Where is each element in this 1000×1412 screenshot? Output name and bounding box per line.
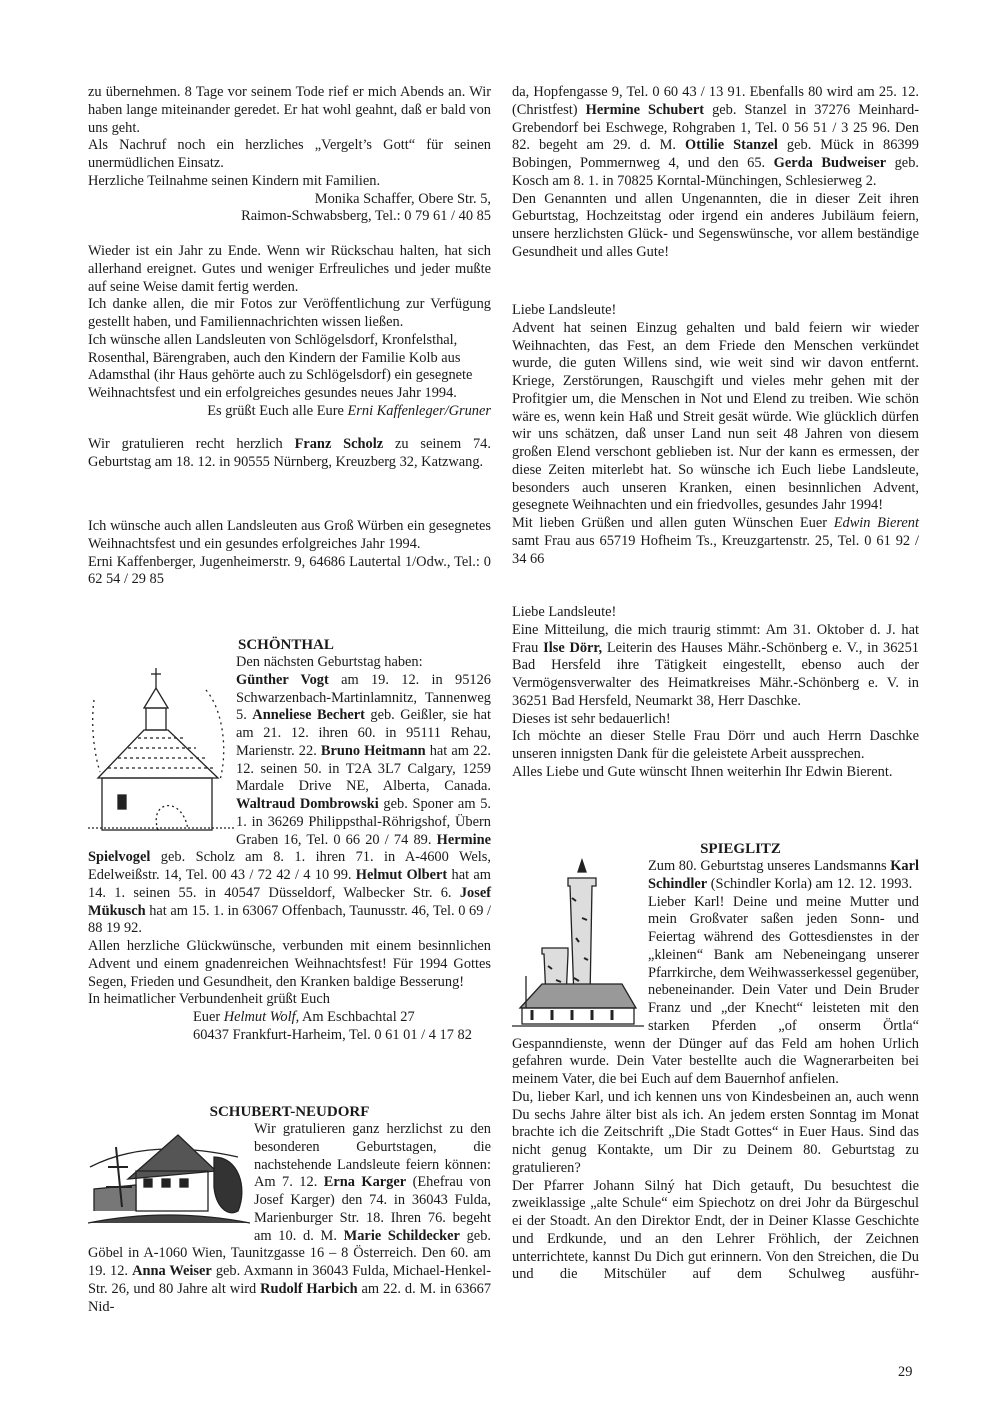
paragraph-text — [88, 332, 472, 401]
paragraph — [512, 622, 919, 711]
signature-name: Edwin Bierent — [833, 515, 919, 531]
section-heading: SPIEGLITZ — [700, 841, 781, 857]
text-run: Wieder ist ein Jahr zu Ende. Wenn wir Rückschau halten, hat sich allerhand ereignet. Gutes und weniger Erfreuliches und jeder mußte auf seine Weise damit fertig werden. — [88, 243, 491, 295]
text-run: Herzliche Teilnahme seinen Kindern mit Familien. — [88, 172, 381, 189]
year-end-section — [88, 243, 491, 421]
text-run: Der Pfarrer Johann Silný hat Dich getauft, Du besuchtest die zweiklassige „alte Schule“ eim Spiechotz on drei Johr da Bürgeschul ei der Stoadt. An den Direktor Endt, der in Deiner Klasse Geschichte und Erdkunde, und an den Lehrer Fröhlich, der Zeichnen unterrichtete, kannst Du Dich gut erinnern. Von den Streichen, die Du und die Mitschüler auf dem Schulweg ausführ- — [512, 1177, 919, 1283]
person-name: Günther Vogt — [236, 671, 329, 688]
person-name: Hermine Schubert — [585, 101, 705, 118]
person-name: Anneliese Bechert — [252, 707, 365, 724]
scholz-section — [88, 436, 491, 472]
signature-line: Monika Schaffer, Obere Str. 5, — [314, 190, 491, 207]
text-run: Wir gratulieren recht herzlich — [88, 436, 295, 452]
text-run: In heimatlicher Verbundenheit grüßt Euch — [88, 991, 330, 1008]
text-run: Dieses ist sehr bedauerlich! — [512, 710, 671, 727]
paragraph — [88, 137, 491, 173]
person-name: Hermine Spielvogel — [88, 831, 491, 866]
signature-name: Erni Kaffenleger/Gruner — [347, 402, 491, 419]
text-run: am 19. 12. in 95126 Schwarzenbach-Martinlamnitz, Tannenweg 5. — [236, 671, 491, 724]
text-run: geb. Scholz am 8. 1. ihren 71. in A-4600 Wels, Edelweißstr. 14, Tel. 00 43 / 72 42 / 4 10 99. — [88, 849, 491, 883]
paragraph — [88, 436, 491, 472]
text-run: Den Genannten und allen Ungenannten, die in dieser Zeit ihren Geburtstag, Hochzeitstag oder irgend ein anderes Jubiläum feiern, unsere herzlichsten Glück- und Segenswünsche, vor allem beständige Gesundheit und alles Gute! — [512, 190, 919, 260]
paragraph — [88, 296, 491, 332]
paragraph — [512, 711, 919, 729]
text-run: Ich möchte an dieser Stelle Frau Dörr und auch Herrn Daschke unseren innigsten Dank für die geleistete Arbeit aussprechen. — [512, 728, 919, 762]
text-run: geb. Göbel in A-1060 Wien, Taunitzgasse 16 – 8 Österreich. Den 60. am 19. 12. — [88, 1227, 491, 1279]
schubert-neudorf-section — [88, 1103, 491, 1316]
text-run: Als Nachruf noch ein herzliches „Vergelt’s Gott“ für seinen unermüdlichen Einsatz. — [88, 137, 491, 171]
paragraph — [88, 331, 491, 419]
text-run: da, Hopfengasse 9, Tel. 0 60 43 / 13 91. Ebenfalls 80 wird am 25. 12. (Christfest) — [512, 84, 919, 118]
text-run: hat am 22. 12. seinen 50. in T2A 3L7 Calgary, 1259 Mardale Drive NE, Alberta, Canada. — [236, 742, 491, 795]
text-run: hat am 14. 1. seinen 55. in 40547 Düsseldorf, Walbecker Str. 6. — [88, 867, 491, 901]
paragraph — [88, 173, 491, 191]
text-run: zu übernehmen. 8 Tage vor seinem Tode rief er mich Abends an. Wir haben lange miteinander geredet. Er hat wohl geahnt, daß er bald von uns geht. — [88, 84, 491, 136]
text-run: geb. Mück in 86399 Bobingen, Pommernweg 4, und den 65. — [512, 137, 919, 171]
farmhouse-illustration — [88, 1127, 250, 1231]
paragraph — [512, 1178, 919, 1285]
text-run: Ich wünsche auch allen Landsleuten aus Groß Würben ein gesegnetes Weihnachtsfest und ein gesundes erfolgreiches Jahr 1994. — [88, 518, 491, 552]
text-run: Den nächsten Geburtstag haben: — [236, 654, 423, 670]
text-run: Zum 80. Geburtstag unseres Landsmanns — [648, 858, 891, 874]
text-run: Liebe Landsleute! — [512, 302, 617, 318]
text-run: geb. Geißler, sie hat am 21. 12. ihren 60. in 95111 Rehau, Marienstr. 22. — [236, 707, 492, 759]
text-run: Ich danke allen, die mir Fotos zur Veröffentlichung zur Verfügung gestellt haben, und Familiennachrichten wissen ließen. — [88, 296, 491, 330]
signature-line — [88, 1027, 491, 1045]
person-name: Rudolf Harbich — [260, 1280, 358, 1297]
person-name: Waltraud Dombrowski — [236, 796, 379, 812]
text-run: Ich wünsche allen Landsleuten von Schlögelsdorf, Kronfelsthal, Rosenthal, Bärengraben, auch den Kindern der Familie Kolb aus Adamsthal (ihr Haus gehörte auch zu Schlögelsdorf) ein gesegnete Weihnachtsfest und ein erfolgreiches gesundes neues Jahr 1994. — [88, 331, 473, 401]
paragraph — [88, 991, 491, 1009]
advent-letter — [512, 302, 919, 568]
salutation — [512, 604, 919, 622]
signature-line — [88, 1009, 491, 1027]
person-name: Erna Karger — [323, 1174, 407, 1191]
person-name: Gerda Budweiser — [773, 155, 887, 171]
text-run: Eine Mitteilung, die mich traurig stimmt: Am 31. Oktober d. J. hat Frau — [512, 621, 919, 656]
text-run: zu seinem 74. Geburtstag am 18. 12. in 90555 Nürnberg, Kreuzberg 32, Katzwang. — [88, 436, 491, 470]
birthday-list — [512, 84, 919, 191]
person-name: Ilse Dörr, — [543, 639, 603, 656]
paragraph — [512, 1089, 919, 1178]
text-run: geb. Stanzel in 37276 Meinhard-Grebendorf bei Eschwege, Rohgraben 1, Tel. 0 56 51 / 3 25 96. Den 82. begeht am 29. d. M. — [512, 101, 919, 154]
person-name: Franz Scholz — [294, 436, 384, 452]
text-run: samt Frau aus 65719 Hofheim Ts., Kreuzgartenstr. 25, Tel. 0 61 92 / 34 66 — [512, 532, 919, 567]
text-run: Liebe Landsleute! — [512, 604, 617, 620]
text-run: Allen herzliche Glückwünsche, verbunden mit einem besinnlichen Advent und einem gnadenreichen Weihnachtsfest! Für 1994 Gottes Segen, Frieden und Gesundheit, den Kranken baldige Besserung! — [88, 938, 491, 990]
schubert-neudorf-continued — [512, 84, 919, 262]
paragraph — [512, 728, 919, 764]
obituary-section — [88, 84, 491, 226]
text-run: Euer — [193, 1009, 224, 1025]
notice-letter — [512, 604, 919, 782]
text-run: Mit lieben Grüßen und allen guten Wünschen Euer — [512, 515, 834, 531]
paragraph — [88, 84, 491, 137]
text-run: Advent hat seinen Einzug gehalten und bald feiern wir wieder Weihnachten, das Fest, an dem Friede den Menschen verkündet wurde, die guten Willens sind, wie weit sind wir davon entfernt. Kriege, Zerstörungen, Rauschgift und vieles mehr gehen mit der Profitgier um, die Menschen in Not und Elend zu treiben. Wie schön wäre es, wenn kein Haß und Streit gesät würde. Wie glücklich dürfen wir uns schätzen, daß unser Land nun seit 48 Jahren von diesem großen Elend verschont geblieben ist. Nur der kann es ermessen, der diese Zeiten miterlebt hat. So wünsche ich Euch liebe Landsleute, besonders auch unseren Kranken, einen besinnlichen Advent, gesegnete Weihnachten und ein friedvolles, gesundes Jahr 1994! — [512, 319, 919, 514]
salutation — [512, 302, 919, 320]
text-run: geb. Sponer am 5. 1. in 36269 Philippsthal-Röhrigshof, Übern Graben 16, Tel. 0 66 20 / 74 89. — [236, 796, 491, 848]
text-run: Erni Kaffenberger, Jugenheimerstr. 9, 64686 Lautertal 1/Odw., Tel.: 0 62 54 / 29 85 — [88, 553, 491, 588]
person-name: Marie Schildecker — [343, 1227, 460, 1244]
text-run: Alles Liebe und Gute wünscht Ihnen weiterhin Ihr Edwin Bierent. — [512, 763, 893, 780]
tower-illustration — [512, 858, 644, 1030]
chapel-illustration — [88, 660, 236, 836]
person-name: Josef Mükusch — [88, 884, 491, 919]
person-name: Karl Schindler — [648, 858, 919, 892]
spieglitz-section — [512, 840, 919, 1284]
person-name: Ottilie Stanzel — [685, 137, 778, 154]
person-name: Bruno Heitmann — [320, 742, 426, 759]
paragraph — [88, 938, 491, 991]
text-run: geb. Kosch am 8. 1. in 70825 Korntal-Münchingen, Schlesierweg 2. — [512, 155, 919, 189]
text-run: 60437 Frankfurt-Harheim, Tel. 0 61 01 / 4 17 82 — [193, 1026, 472, 1043]
paragraph — [88, 554, 491, 590]
text-run: Es grüßt Euch alle Eure — [207, 402, 348, 419]
section-heading: SCHUBERT-NEUDORF — [209, 1104, 370, 1120]
text-run: Wir gratulieren ganz herzlichst zu den besonderen Geburtstagen, die nachstehende Landsleute feiern können: Am 7. 12. — [254, 1121, 491, 1191]
text-run: Lieber Karl! Deine und meine Mutter und mein Großvater saßen jeden Sonn- und Feiertag während des Gottesdienstes in der „kleinen“ Bank am Nebeneingang unserer Pfarrkirche, dem Weihwasserkessel gegenüber, nebeneinander. Dein Vater und Dein Bruder Franz und „der Knecht“ leisteten mit den starken Pferden „of onserm Örtla“ Gespanndienste, wenn der Dünger auf das Feld am hohen Urlich gefahren wurde. Dein Vater bestellte auch die Wagnerarbeiten bei meinem Vater, die bei Euch auf dem Bauernhof anfielen. — [512, 893, 919, 1087]
signature-name: Helmut Wolf, — [223, 1009, 300, 1025]
paragraph — [88, 518, 491, 554]
text-run: Am Eschbachtal 27 — [299, 1009, 415, 1025]
text-run: am 22. d. M. in 63667 Nid- — [88, 1280, 492, 1315]
paragraph — [512, 515, 919, 568]
paragraph — [88, 243, 491, 296]
schoenthal-section — [88, 636, 491, 1045]
wuerben-section — [88, 518, 491, 589]
person-name: Anna Weiser — [132, 1263, 212, 1279]
paragraph — [512, 764, 919, 782]
signature — [207, 403, 491, 421]
page-number: 29 — [898, 1364, 913, 1380]
text-run: hat am 15. 1. in 63067 Offenbach, Taunusstr. 46, Tel. 0 69 / 88 19 92. — [88, 902, 491, 937]
text-run: Du, lieber Karl, und ich kennen uns von Kindesbeinen an, auch wenn Du sechs Jahre älter bist als ich. An jedem ersten Sonntag im Monat brachte ich die Zeitschrift „Die Stadt Gottes“ in Euer Haus. Sind das nicht genug Kontakte, um Dir zu Deinem 80. Geburtstag zu gratulieren? — [512, 1088, 919, 1176]
text-run: (Ehefrau von Josef Karger) den 74. in 36043 Fulda, Marienburger Str. 18. Ihren 76. begeht am 10. d. M. — [254, 1174, 491, 1244]
paragraph — [512, 191, 919, 262]
text-run: Leiterin des Hauses Mähr.-Schönberg e. V., in 36251 Bad Hersfeld ihre Tätigkeit eingestellt, ebenso auch der Vermögensverwalter des Heimatkreises Mähr.-Schönberg e. V. in 36251 Bad Hersfeld, Neumarkt 38, Herr Daschke. — [512, 639, 919, 709]
person-name: Helmut Olbert — [355, 867, 448, 883]
text-run: (Schindler Korla) am 12. 12. 1993. — [707, 875, 913, 892]
text-run: geb. Axmann in 36043 Fulda, Michael-Henkel-Str. 26, und 80 Jahre alt wird — [88, 1263, 492, 1297]
signature-line: Raimon-Schwabsberg, Tel.: 0 79 61 / 40 85 — [241, 208, 491, 225]
section-heading: SCHÖNTHAL — [238, 637, 334, 653]
paragraph — [512, 320, 919, 515]
